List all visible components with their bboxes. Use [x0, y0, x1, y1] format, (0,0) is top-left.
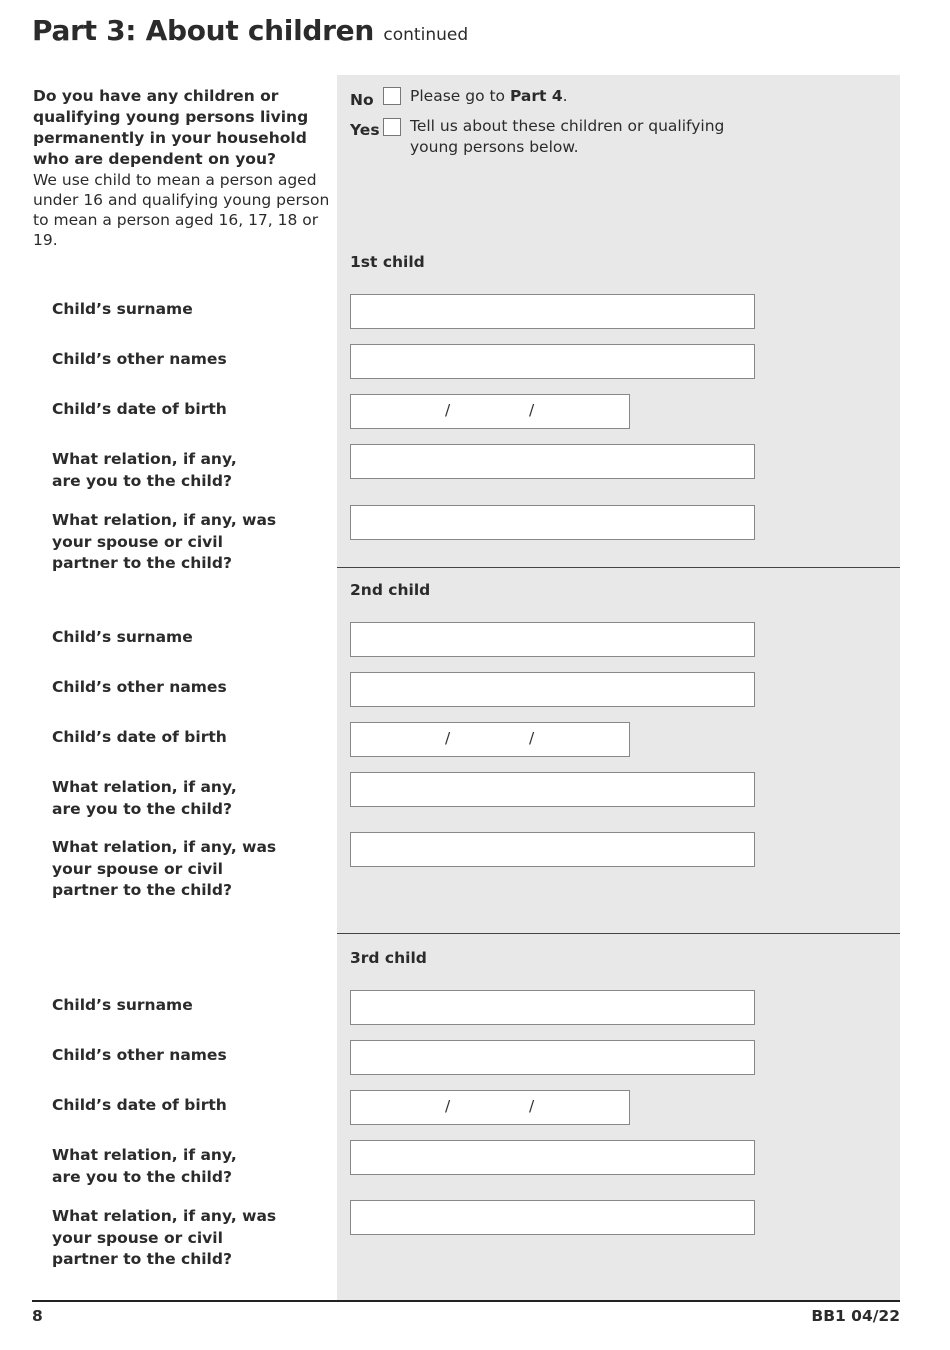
date-separator: /: [529, 1097, 535, 1115]
question-note: We use child to mean a person aged under 16 and qualifying young person to mean a person aged 16, 17, 18 or 19.: [33, 171, 330, 249]
child-2-dob-input[interactable]: [350, 722, 630, 757]
child-1-relation-spouse-input[interactable]: [350, 505, 755, 540]
page-title: [32, 14, 468, 47]
dependants-question: [33, 86, 333, 250]
child-2-other-names-label: Child’s other names: [52, 678, 227, 696]
date-separator: /: [445, 1097, 451, 1115]
child-3-relation-spouse-input[interactable]: [350, 1200, 755, 1235]
child-3-dob-label: Child’s date of birth: [52, 1096, 227, 1114]
child-3-other-names-label: Child’s other names: [52, 1046, 227, 1064]
section-divider: [337, 567, 900, 568]
child-1-dob-input[interactable]: [350, 394, 630, 429]
child-2-relation-you-label: What relation, if any, are you to the child?: [52, 778, 237, 818]
child-2-relation-spouse-label: What relation, if any, was your spouse or civil partner to the child?: [52, 838, 277, 899]
child-3-other-names-input[interactable]: [350, 1040, 755, 1075]
child-3-relation-you-input[interactable]: [350, 1140, 755, 1175]
date-separator: /: [445, 401, 451, 419]
child-2-surname-input[interactable]: [350, 622, 755, 657]
child-1-surname-label: Child’s surname: [52, 300, 193, 318]
form-reference: BB1 04/22: [811, 1307, 900, 1325]
child-1-other-names-input[interactable]: [350, 344, 755, 379]
child-1-dob-label: Child’s date of birth: [52, 400, 227, 418]
yes-label: Yes: [350, 121, 380, 139]
child-1-relation-you-input[interactable]: [350, 444, 755, 479]
section-divider: [337, 933, 900, 934]
page-number: 8: [32, 1307, 43, 1325]
child-3-relation-spouse-label: What relation, if any, was your spouse or civil partner to the child?: [52, 1207, 277, 1268]
child-2-title: 2nd child: [350, 581, 431, 599]
question-text: Do you have any children or qualifying young persons living permanently in your household who are dependent on you?: [33, 87, 309, 168]
yes-instruction: Tell us about these children or qualifying young persons below.: [410, 117, 725, 156]
no-instruction-text: Please go to: [410, 87, 510, 105]
date-separator: /: [529, 729, 535, 747]
child-1-surname-input[interactable]: [350, 294, 755, 329]
child-1-relation-spouse-label: What relation, if any, was your spouse or civil partner to the child?: [52, 511, 277, 572]
yes-checkbox[interactable]: [383, 118, 401, 136]
child-2-surname-label: Child’s surname: [52, 628, 193, 646]
title-text: Part 3: About children: [32, 14, 374, 47]
child-1-other-names-label: Child’s other names: [52, 350, 227, 368]
footer-rule: [32, 1300, 900, 1302]
title-continued: continued: [383, 25, 469, 45]
child-1-relation-you-label: What relation, if any, are you to the child?: [52, 450, 237, 490]
date-separator: /: [445, 729, 451, 747]
no-instruction-part: Part 4: [509, 87, 563, 105]
child-3-surname-label: Child’s surname: [52, 996, 193, 1014]
date-separator: /: [529, 401, 535, 419]
child-3-relation-you-label: What relation, if any, are you to the child?: [52, 1146, 237, 1186]
child-1-title: 1st child: [350, 253, 425, 271]
child-3-title: 3rd child: [350, 949, 427, 967]
no-label: No: [350, 91, 374, 109]
child-2-dob-label: Child’s date of birth: [52, 728, 227, 746]
no-instruction-end: .: [562, 87, 568, 105]
child-3-surname-input[interactable]: [350, 990, 755, 1025]
child-3-dob-input[interactable]: [350, 1090, 630, 1125]
no-checkbox[interactable]: [383, 87, 401, 105]
child-2-relation-spouse-input[interactable]: [350, 832, 755, 867]
child-2-relation-you-input[interactable]: [350, 772, 755, 807]
no-instruction: [410, 86, 770, 107]
child-2-other-names-input[interactable]: [350, 672, 755, 707]
